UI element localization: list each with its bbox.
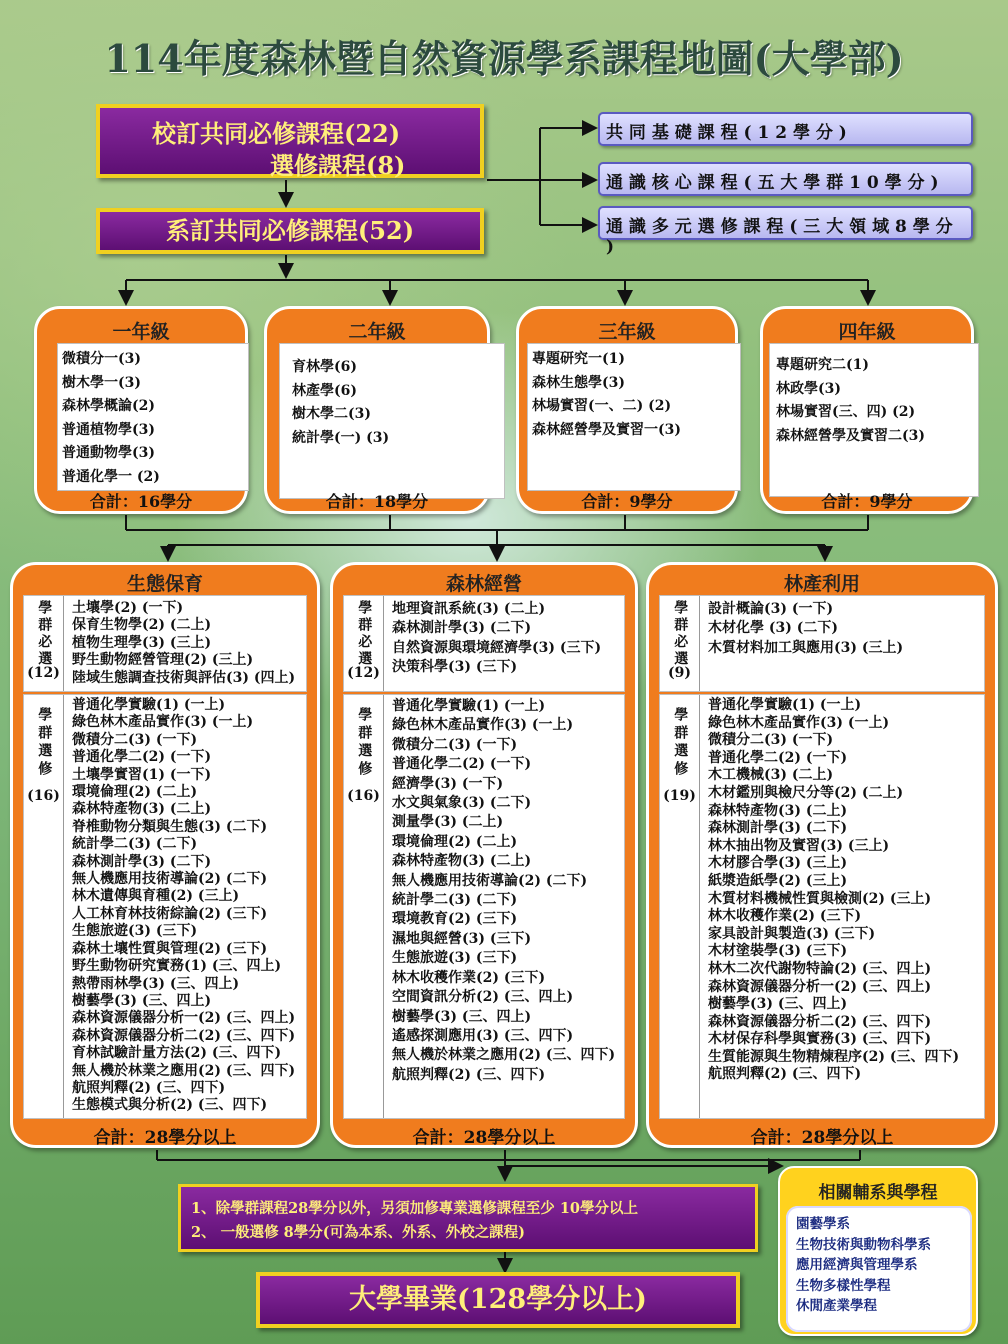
year-3-title: 三年級 xyxy=(598,321,656,343)
required-label: 學群必選 xyxy=(356,600,373,668)
elective-course: 森林測計學(3) (二下) xyxy=(72,853,212,870)
elective-course: 無人機於林業之應用(2) (三、四下) xyxy=(392,1047,616,1064)
year-course: 森林經營學及實習一(3) xyxy=(532,421,681,438)
year-course: 森林生態學(3) xyxy=(532,374,625,391)
elective-course: 普通化學二(2) (一下) xyxy=(392,756,532,773)
elective-course: 樹藝學(3) (三、四上) xyxy=(708,996,848,1013)
year-1-course-list xyxy=(57,343,249,491)
year-4-box xyxy=(760,306,974,514)
elective-course: 環境倫理(2) (二上) xyxy=(72,784,198,801)
group-title: 森林經營 xyxy=(445,573,522,595)
elective-course: 普通化學實驗(1) (一上) xyxy=(392,698,546,714)
elective-course: 微積分二(3) (一下) xyxy=(708,732,834,749)
elective-course: 森林資源儀器分析二(2) (三、四下) xyxy=(708,1013,932,1030)
year-3-box xyxy=(516,306,738,514)
required-label-column xyxy=(24,596,64,691)
year-4-total: 合計：9學分 xyxy=(821,492,913,511)
elective-course: 無人機應用技術導論(2) (二下) xyxy=(72,871,268,888)
required-course: 設計概論(3) (一下) xyxy=(708,601,834,617)
general-core-box xyxy=(598,162,973,196)
year-2-total: 合計：18學分 xyxy=(325,492,429,511)
elective-course: 綠色林木產品實作(3) (一上) xyxy=(392,717,574,734)
elective-course: 木材塗裝學(3) (三下) xyxy=(708,943,848,960)
group-required-panel xyxy=(343,595,625,692)
elective-label: 學群選修 xyxy=(36,707,53,779)
required-label: 學群必選 xyxy=(672,600,689,668)
elective-label: 學群選修 xyxy=(356,707,373,779)
related-program-item: 生物技術與動物科學系 xyxy=(796,1236,931,1253)
elective-course: 生態旅遊(3) (三下) xyxy=(72,923,198,940)
required-course: 森林測計學(3) (二下) xyxy=(392,620,532,637)
year-3-course-list xyxy=(527,343,741,491)
group-title: 林產利用 xyxy=(783,573,860,595)
required-course: 木材化學 (3) (二下) xyxy=(708,620,838,637)
related-program-item: 休閒產業學程 xyxy=(796,1298,877,1314)
elective-course: 普通化學實驗(1) (一上) xyxy=(708,697,862,713)
elective-course: 木材膠合學(3) (三上) xyxy=(708,855,848,872)
required-course: 野生動物經營管理(2) (三上) xyxy=(72,652,254,669)
year-course: 樹木學一(3) xyxy=(62,374,141,391)
elective-course: 生態模式與分析(2) (三、四下) xyxy=(72,1097,268,1114)
year-course: 林政學(3) xyxy=(776,380,841,397)
group-total: 合計：28學分以上 xyxy=(750,1128,894,1148)
required-label-column xyxy=(660,596,700,691)
group-elective-panel xyxy=(23,694,307,1119)
year-4-course-list xyxy=(769,343,979,497)
elective-label-column xyxy=(344,695,384,1118)
elective-course: 經濟學(3) (一下) xyxy=(392,775,504,792)
common-foundation-box xyxy=(598,112,973,146)
required-course: 自然資源與環境經濟學(3) (三下) xyxy=(392,639,602,656)
required-credit: (12) xyxy=(347,665,380,681)
elective-course: 生質能源與生物精煉程序(2) (三、四下) xyxy=(708,1048,960,1065)
elective-course: 環境教育(2) (三下) xyxy=(392,911,518,928)
year-1-total: 合計：16學分 xyxy=(89,492,193,511)
required-label-column xyxy=(344,596,384,691)
year-course: 專題研究二(1) xyxy=(776,357,869,373)
elective-course: 森林資源儀器分析一(2) (三、四上) xyxy=(708,978,932,995)
required-course: 地理資訊系統(3) (二上) xyxy=(392,601,546,617)
year-1-box xyxy=(34,306,248,514)
note-line: 2、 一般選修 8學分(可為本系、外系、外校之課程) xyxy=(191,1224,525,1241)
university-required-box xyxy=(96,104,484,178)
additional-requirements-box xyxy=(178,1184,758,1252)
year-2-course-list xyxy=(279,343,505,499)
group-total: 合計：28學分以上 xyxy=(93,1128,237,1148)
general-core-label: 通 識 核 心 課 程 ( 五 大 學 群 1 0 學 分 ) xyxy=(606,173,939,193)
elective-course: 綠色林木產品實作(3) (一上) xyxy=(708,714,890,731)
elective-course: 木材保存科學與實務(3) (三、四下) xyxy=(708,1031,932,1048)
related-program-item: 生物多樣性學程 xyxy=(796,1277,891,1294)
elective-course: 森林特產物(3) (二上) xyxy=(708,802,848,819)
general-elective-box xyxy=(598,206,973,257)
year-course: 普通植物學(3) xyxy=(62,421,155,438)
required-course: 決策科學(3) (三下) xyxy=(392,659,518,676)
university-required-label: 校訂共同必修課程(22) xyxy=(152,119,401,148)
year-course: 專題研究一(1) xyxy=(532,351,625,367)
elective-course: 水文與氣象(3) (二下) xyxy=(392,795,532,812)
related-programs-list xyxy=(786,1206,972,1332)
year-course: 森林經營學及實習二(3) xyxy=(776,427,925,444)
elective-course: 生態旅遊(3) (三下) xyxy=(392,950,518,967)
required-label: 學群必選 xyxy=(36,600,53,668)
elective-course: 森林特產物(3) (二上) xyxy=(392,853,532,870)
group-required-panel xyxy=(23,595,307,692)
year-4-title: 四年級 xyxy=(838,321,896,343)
elective-course: 林木二次代謝物特論(2) (三、四上) xyxy=(708,960,932,977)
year-course: 普通動物學(3) xyxy=(62,445,155,461)
year-course: 普通化學一 (2) xyxy=(62,468,160,485)
elective-course: 森林測計學(3) (二下) xyxy=(708,820,848,837)
year-course: 育林學(6) xyxy=(292,359,357,375)
year-course: 林場實習(一、二) (2) xyxy=(532,398,672,414)
year-course: 林場實習(三、四) (2) xyxy=(776,404,916,420)
elective-course: 普通化學二(2) (一下) xyxy=(708,749,848,766)
elective-course: 林木收穫作業(2) (三下) xyxy=(392,969,546,986)
required-course: 陸域生態調查技術與評估(3) (四上) xyxy=(72,669,296,686)
common-foundation-label: 共 同 基 礎 課 程 ( 1 2 學 分 ) xyxy=(606,123,847,143)
group-box-1 xyxy=(10,562,320,1148)
elective-course: 統計學二(3) (二下) xyxy=(392,892,518,909)
related-programs-title: 相關輔系與學程 xyxy=(818,1183,938,1203)
general-elective-label: 通 識 多 元 選 修 課 程 ( 三 大 領 域 8 學 分 ) xyxy=(606,217,953,257)
elective-course: 人工林育林技術綜論(2) (三下) xyxy=(72,905,268,922)
elective-course: 森林資源儀器分析二(2) (三、四下) xyxy=(72,1027,296,1044)
elective-course: 樹藝學(3) (三、四上) xyxy=(392,1008,532,1025)
elective-label: 學群選修 xyxy=(672,707,689,779)
page-title: 114年度森林暨自然資源學系課程地圖(大學部) xyxy=(104,36,904,81)
university-elective-label: 選修課程(8) xyxy=(270,151,406,180)
group-box-2 xyxy=(330,562,638,1148)
elective-label-column xyxy=(24,695,64,1118)
elective-course: 普通化學實驗(1) (一上) xyxy=(72,697,226,713)
note-line: 1、除學群課程28學分以外，另須加修專業選修課程至少 10學分以上 xyxy=(191,1200,638,1217)
elective-course: 綠色林木產品實作(3) (一上) xyxy=(72,714,254,731)
elective-course: 航照判釋(2) (三、四下) xyxy=(72,1079,226,1096)
year-1-title: 一年級 xyxy=(112,321,170,343)
graduation-label: 大學畢業(128學分以上) xyxy=(349,1284,647,1315)
elective-course: 環境倫理(2) (二上) xyxy=(392,833,518,850)
elective-course: 林木遺傳與育種(2) (三上) xyxy=(72,888,240,905)
group-box-3 xyxy=(646,562,998,1148)
elective-course: 微積分二(3) (一下) xyxy=(72,731,198,748)
elective-course: 林木抽出物及實習(3) (三上) xyxy=(708,837,890,854)
required-course: 植物生理學(3) (三上) xyxy=(72,634,212,651)
group-elective-panel xyxy=(659,694,985,1119)
elective-course: 濕地與經營(3) (三下) xyxy=(392,930,532,947)
elective-course: 野生動物研究實務(1) (三、四上) xyxy=(72,958,282,975)
year-course: 微積分一(3) xyxy=(62,351,141,367)
elective-credit: (19) xyxy=(663,788,696,804)
elective-course: 紙漿造紙學(2) (三上) xyxy=(708,872,848,889)
required-credit: (12) xyxy=(27,665,60,681)
elective-credit: (16) xyxy=(347,788,380,804)
group-required-panel xyxy=(659,595,985,692)
year-2-box xyxy=(264,306,490,514)
elective-course: 熱帶雨林學(3) (三、四上) xyxy=(72,975,240,992)
elective-course: 木質材料機械性質與檢測(2) (三上) xyxy=(708,890,932,907)
elective-course: 測量學(3) (二上) xyxy=(392,814,504,831)
elective-course: 土壤學實習(1) (一下) xyxy=(72,766,212,783)
elective-course: 遙感探測應用(3) (三、四下) xyxy=(392,1027,574,1044)
year-course: 森林學概論(2) xyxy=(62,398,155,414)
elective-course: 林木收穫作業(2) (三下) xyxy=(708,908,862,925)
elective-course: 微積分二(3) (一下) xyxy=(392,736,518,753)
group-elective-panel xyxy=(343,694,625,1119)
department-required-label: 系訂共同必修課程(52) xyxy=(165,216,415,245)
elective-course: 空間資訊分析(2) (三、四上) xyxy=(392,989,574,1006)
elective-course: 木工機械(3) (二上) xyxy=(708,767,834,784)
required-course: 木質材料加工與應用(3) (三上) xyxy=(708,639,904,656)
elective-label-column xyxy=(660,695,700,1118)
elective-course: 統計學二(3) (二下) xyxy=(72,836,198,853)
required-course: 土壤學(2) (一下) xyxy=(72,600,184,616)
elective-course: 普通化學二(2) (一下) xyxy=(72,749,212,766)
department-required-box xyxy=(96,208,484,254)
graduation-box xyxy=(256,1272,740,1328)
elective-credit: (16) xyxy=(27,788,60,804)
elective-course: 無人機於林業之應用(2) (三、四下) xyxy=(72,1062,296,1079)
related-programs-box xyxy=(778,1166,978,1336)
elective-course: 森林特產物(3) (二上) xyxy=(72,801,212,818)
elective-course: 森林土壤性質與管理(2) (三下) xyxy=(72,940,268,957)
elective-course: 脊椎動物分類與生態(3) (二下) xyxy=(72,818,268,835)
elective-course: 家具設計與製造(3) (三下) xyxy=(708,925,876,942)
elective-course: 森林資源儀器分析一(2) (三、四上) xyxy=(72,1010,296,1027)
elective-course: 無人機應用技術導論(2) (二下) xyxy=(392,872,588,889)
group-total: 合計：28學分以上 xyxy=(412,1128,556,1148)
required-credit: (9) xyxy=(668,665,691,681)
year-course: 樹木學二(3) xyxy=(292,406,371,422)
related-program-item: 園藝學系 xyxy=(796,1216,850,1232)
elective-course: 航照判釋(2) (三、四下) xyxy=(392,1066,546,1083)
elective-course: 育林試驗計量方法(2) (三、四下) xyxy=(72,1045,282,1062)
elective-course: 航照判釋(2) (三、四下) xyxy=(708,1066,862,1083)
year-course: 林產學(6) xyxy=(292,382,357,399)
required-course: 保育生物學(2) (二上) xyxy=(72,617,212,634)
elective-course: 樹藝學(3) (三、四上) xyxy=(72,992,212,1009)
year-3-total: 合計：9學分 xyxy=(581,492,673,511)
year-2-title: 二年級 xyxy=(348,321,406,343)
related-program-item: 應用經濟與管理學系 xyxy=(796,1257,918,1273)
group-title: 生態保育 xyxy=(126,573,203,595)
year-course: 統計學(一) (3) xyxy=(292,429,390,446)
elective-course: 木材鑑別與檢尺分等(2) (二上) xyxy=(708,784,904,801)
